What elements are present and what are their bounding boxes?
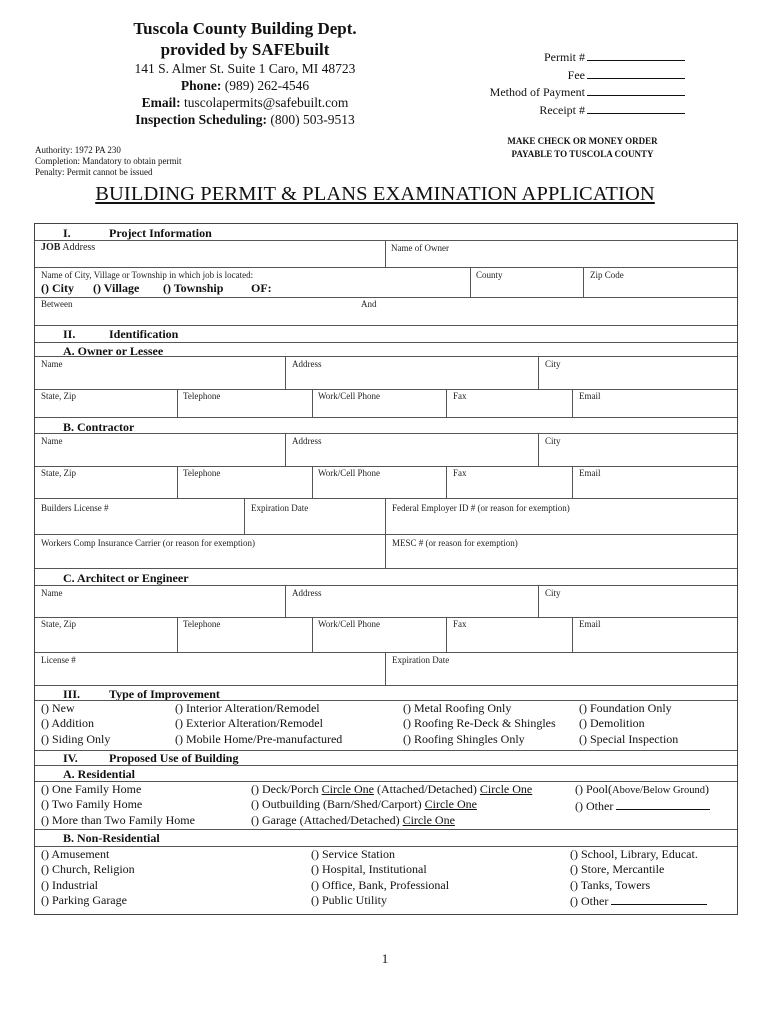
architect-state-zip-field[interactable]: State, Zip <box>41 619 76 629</box>
application-form <box>34 223 738 915</box>
improvement-interior-option[interactable]: () Interior Alteration/Remodel <box>175 701 320 715</box>
two-family-option[interactable]: () Two Family Home <box>41 797 143 812</box>
residential-title: A. Residential <box>63 767 135 781</box>
non-residential-col-2 <box>311 847 449 908</box>
pool-option[interactable]: () Pool(Above/Below Ground) <box>575 782 710 796</box>
outbuilding-option[interactable]: () Outbuilding (Barn/Shed/Carport) Circle One <box>251 797 477 812</box>
architect-license-field[interactable]: License # <box>41 655 76 665</box>
tanks-option[interactable]: () Tanks, Towers <box>570 877 651 892</box>
architect-title: C. Architect or Engineer <box>63 571 189 585</box>
improvement-col-2 <box>175 701 342 747</box>
amusement-option[interactable]: () Amusement <box>41 847 110 861</box>
contractor-title: B. Contractor <box>63 420 135 434</box>
contractor-work-cell-field[interactable]: Work/Cell Phone <box>318 468 381 478</box>
fein-field[interactable]: Federal Employer ID # (or reason for exemption) <box>392 503 570 513</box>
industrial-option[interactable]: () Industrial <box>41 877 98 892</box>
office-option[interactable]: () Office, Bank, Professional <box>311 877 450 892</box>
payment-method-field[interactable]: Method of Payment <box>470 83 685 101</box>
authority-block: Authority: 1972 PA 230 Completion: Mandatory to obtain permit Penalty: Permit cannot be issued <box>35 145 182 177</box>
multi-family-option[interactable]: () More than Two Family Home <box>41 812 195 827</box>
payment-note: MAKE CHECK OR MONEY ORDER PAYABLE TO TUSCOLA COUNTY <box>507 136 658 159</box>
page-number: 1 <box>381 951 389 966</box>
architect-city-field[interactable]: City <box>545 588 561 598</box>
payment-method-blank[interactable] <box>587 83 685 96</box>
contractor-expiration-field[interactable]: Expiration Date <box>251 503 309 513</box>
org-email: Email: tuscolapermits@safebuilt.com <box>141 95 349 110</box>
section-2-number: II. <box>63 327 76 341</box>
non-residential-title: B. Non-Residential <box>63 831 160 845</box>
improvement-exterior-option[interactable]: () Exterior Alteration/Remodel <box>175 716 323 731</box>
owner-city-field[interactable]: City <box>545 359 561 369</box>
deck-porch-option[interactable]: () Deck/Porch Circle One (Attached/Detached) Circle One <box>251 782 533 796</box>
one-family-option[interactable]: () One Family Home <box>41 782 142 796</box>
garage-option[interactable]: () Garage (Attached/Detached) Circle One <box>251 812 455 827</box>
residential-col-1 <box>41 782 195 828</box>
public-utility-option[interactable]: () Public Utility <box>311 892 387 907</box>
hospital-option[interactable]: () Hospital, Institutional <box>311 862 427 877</box>
improvement-siding-option[interactable]: () Siding Only <box>41 731 111 746</box>
section-4-number: IV. <box>63 751 78 765</box>
architect-name-field[interactable]: Name <box>41 588 63 598</box>
county-label[interactable]: County <box>476 270 503 280</box>
receipt-blank[interactable] <box>587 101 685 114</box>
non-residential-col-1 <box>41 847 135 908</box>
architect-fax-field[interactable]: Fax <box>453 619 467 629</box>
improvement-foundation-option[interactable]: () Foundation Only <box>579 701 672 715</box>
owner-name-label[interactable]: Name of Owner <box>391 243 449 253</box>
residential-col-2 <box>251 782 532 828</box>
fee-blank[interactable] <box>587 66 685 79</box>
job-address-label[interactable]: JOB Address <box>41 242 96 253</box>
improvement-metal-roofing-option[interactable]: () Metal Roofing Only <box>403 701 512 715</box>
architect-address-field[interactable]: Address <box>292 588 322 598</box>
residential-other-blank[interactable] <box>616 798 710 810</box>
improvement-col-4 <box>579 701 678 747</box>
fee-field[interactable]: Fee <box>470 66 685 84</box>
section-4-title: Proposed Use of Building <box>109 751 239 765</box>
owner-name-field[interactable]: Name <box>41 359 63 369</box>
mesc-field[interactable]: MESC # (or reason for exemption) <box>392 538 518 548</box>
permit-blank[interactable] <box>587 48 685 61</box>
location-label: Name of City, Village or Township in which job is located: <box>41 270 254 280</box>
city-option[interactable]: () City <box>41 281 74 295</box>
improvement-special-inspection-option[interactable]: () Special Inspection <box>579 731 679 746</box>
section-2-title: Identification <box>109 327 179 341</box>
parking-garage-option[interactable]: () Parking Garage <box>41 892 127 907</box>
owner-email-field[interactable]: Email <box>579 391 601 401</box>
of-label: OF: <box>251 281 272 295</box>
non-residential-other-blank[interactable] <box>611 893 707 905</box>
architect-work-cell-field[interactable]: Work/Cell Phone <box>318 619 381 629</box>
owner-address-field[interactable]: Address <box>292 359 322 369</box>
non-residential-other-option[interactable]: () Other <box>570 893 707 909</box>
architect-expiration-field[interactable]: Expiration Date <box>392 655 450 665</box>
improvement-addition-option[interactable]: () Addition <box>41 716 94 731</box>
church-option[interactable]: () Church, Religion <box>41 862 135 877</box>
service-station-option[interactable]: () Service Station <box>311 847 395 861</box>
contractor-state-zip-field[interactable]: State, Zip <box>41 468 76 478</box>
contractor-telephone-field[interactable]: Telephone <box>183 468 221 478</box>
owner-work-cell-field[interactable]: Work/Cell Phone <box>318 391 381 401</box>
village-option[interactable]: () Village <box>93 281 140 295</box>
section-1-number: I. <box>63 226 71 240</box>
contractor-fax-field[interactable]: Fax <box>453 468 467 478</box>
residential-col-3 <box>575 782 710 815</box>
section-3-number: III. <box>63 687 81 701</box>
school-option[interactable]: () School, Library, Educat. <box>570 847 698 861</box>
org-phone: Phone: (989) 262-4546 <box>180 78 310 93</box>
contractor-email-field[interactable]: Email <box>579 468 601 478</box>
improvement-new-option[interactable]: () New <box>41 701 75 715</box>
between-label[interactable]: Between <box>41 299 73 309</box>
improvement-col-1 <box>41 701 110 747</box>
contractor-city-field[interactable]: City <box>545 436 561 446</box>
office-use-block <box>470 48 685 118</box>
workers-comp-field[interactable]: Workers Comp Insurance Carrier (or reason for exemption) <box>41 538 255 548</box>
contractor-address-field[interactable]: Address <box>292 436 322 446</box>
org-provider: provided by SAFEbuilt <box>160 40 330 59</box>
org-name: Tuscola County Building Dept. <box>133 19 357 38</box>
owner-state-zip-field[interactable]: State, Zip <box>41 391 76 401</box>
architect-email-field[interactable]: Email <box>579 619 601 629</box>
owner-telephone-field[interactable]: Telephone <box>183 391 221 401</box>
receipt-number-field[interactable]: Receipt # <box>470 101 685 119</box>
zip-code-label[interactable]: Zip Code <box>590 270 624 280</box>
owner-fax-field[interactable]: Fax <box>453 391 467 401</box>
contractor-name-field[interactable]: Name <box>41 436 63 446</box>
section-3-title: Type of Improvement <box>109 687 220 701</box>
improvement-shingles-option[interactable]: () Roofing Shingles Only <box>403 731 525 746</box>
architect-telephone-field[interactable]: Telephone <box>183 619 221 629</box>
improvement-col-3 <box>403 701 556 747</box>
and-label[interactable]: And <box>361 299 377 309</box>
org-inspection: Inspection Scheduling: (800) 503-9513 <box>135 112 355 127</box>
improvement-demolition-option[interactable]: () Demolition <box>579 716 645 731</box>
builders-license-field[interactable]: Builders License # <box>41 503 109 513</box>
permit-number-field[interactable]: Permit # <box>470 48 685 66</box>
improvement-redeck-option[interactable]: () Roofing Re-Deck & Shingles <box>403 716 556 731</box>
township-option[interactable]: () Township <box>163 281 224 295</box>
non-residential-col-3 <box>570 847 707 909</box>
page-title: BUILDING PERMIT & PLANS EXAMINATION APPLICATION <box>95 183 655 205</box>
org-address: 141 S. Almer St. Suite 1 Caro, MI 48723 <box>134 61 356 76</box>
residential-other-option[interactable]: () Other <box>575 798 710 814</box>
improvement-mobile-home-option[interactable]: () Mobile Home/Pre-manufactured <box>175 731 343 746</box>
owner-lessee-title: A. Owner or Lessee <box>63 344 164 358</box>
store-option[interactable]: () Store, Mercantile <box>570 862 665 877</box>
section-1-title: Project Information <box>109 226 212 240</box>
